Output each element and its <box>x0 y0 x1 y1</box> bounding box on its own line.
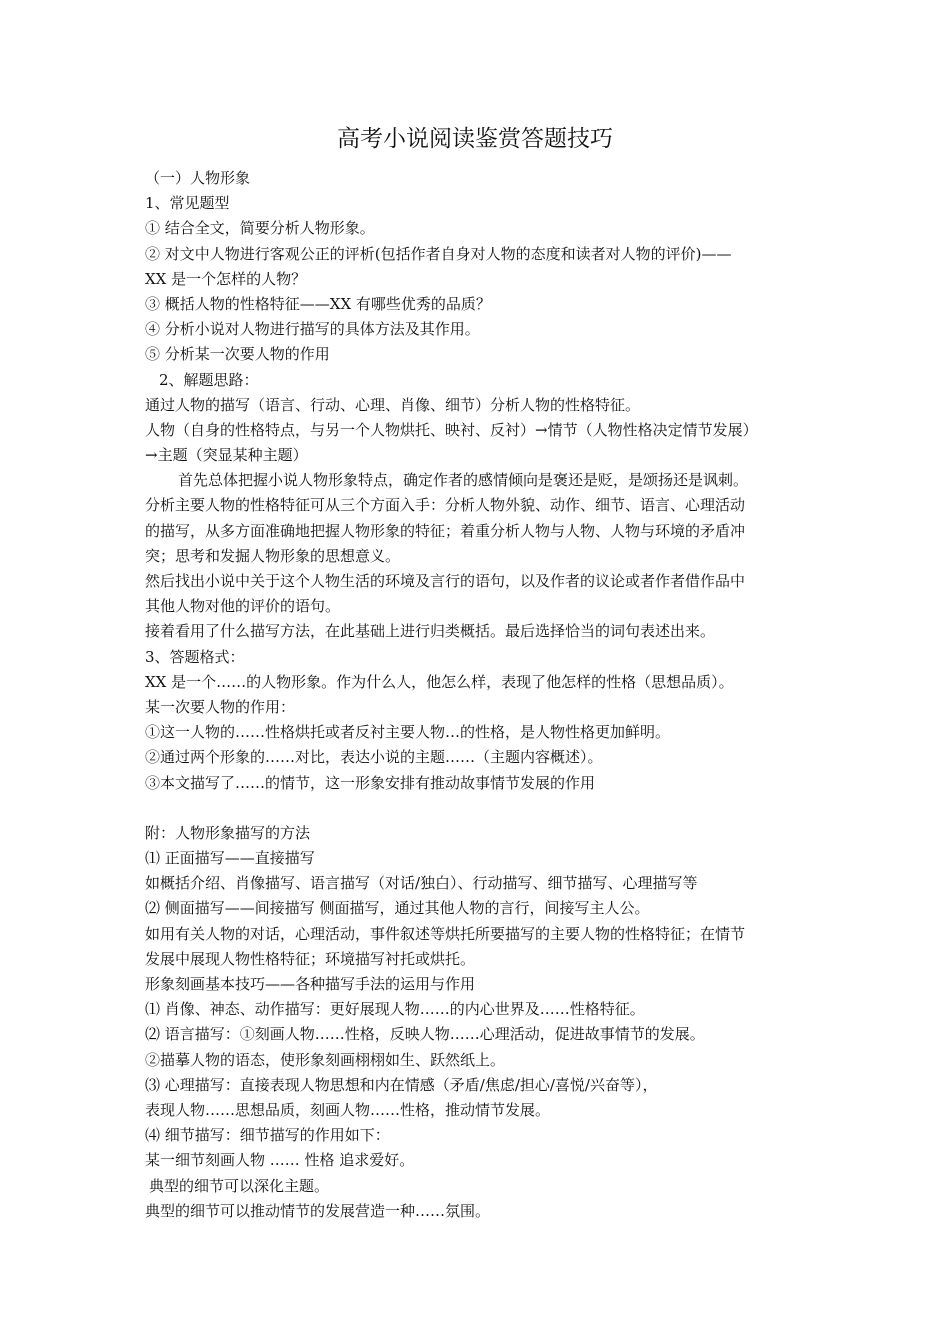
paragraph-line: 突；思考和发掘人物形象的思想意义。 <box>145 546 401 565</box>
list-item: ⑵ 语言描写：①刻画人物……性格，反映人物……心理活动，促进故事情节的发展。 <box>145 1025 705 1044</box>
list-item: ⑴ 肖像、神态、动作描写：更好展现人物……的内心世界及……性格特征。 <box>145 1000 645 1019</box>
list-item-continuation: XX 是一个怎样的人物？ <box>145 269 307 288</box>
list-item: ③本文描写了……的情节，这一形象安排有推动故事情节发展的作用 <box>145 773 596 792</box>
paragraph-line: 某一细节刻画人物 …… 性格 追求爱好。 <box>145 1151 415 1170</box>
paragraph-line: XX 是一个……的人物形象。作为什么人，他怎么样，表现了他怎样的性格（思想品质）。 <box>145 672 734 691</box>
paragraph-line: 分析主要人物的性格特征可从三个方面入手：分析人物外貌、动作、细节、语言、心理活动 <box>145 496 746 515</box>
list-item: ⑵ 侧面描写——间接描写 侧面描写，通过其他人物的言行，间接写主人公。 <box>145 899 650 918</box>
paragraph-line: 的描写，从多方面准确地把握人物形象的特征；着重分析人物与人物、人物与环境的矛盾冲 <box>145 521 746 540</box>
list-item: ⑶ 心理描写：直接表现人物思想和内在情感（矛盾/焦虑/担心/喜悦/兴奋等）， <box>145 1075 658 1094</box>
paragraph-line: 典型的细节可以推动情节的发展营造一种……氛围。 <box>145 1201 491 1220</box>
paragraph-line: 首先总体把握小说人物形象特点，确定作者的感情倾向是褒还是贬，是颂扬还是讽刺。 <box>178 471 749 490</box>
paragraph-line: 某一次要人物的作用： <box>145 697 296 716</box>
subsection-heading: 1、常见题型 <box>145 194 230 213</box>
section-heading: （一）人物形象 <box>145 169 251 187</box>
document-body <box>145 166 815 1224</box>
paragraph-line: 人物（自身的性格特点，与另一个人物烘托、映衬、反衬）→情节（人物性格决定情节发展） <box>145 420 758 439</box>
list-item: ④ 分析小说对人物进行描写的具体方法及其作用。 <box>145 320 480 339</box>
document-title: 高考小说阅读鉴赏答题技巧 <box>337 126 613 152</box>
paragraph-line: 表现人物……思想品质，刻画人物……性格，推动情节发展。 <box>145 1100 551 1119</box>
list-item: ① 结合全文，简要分析人物形象。 <box>145 219 375 238</box>
list-item: ② 对文中人物进行客观公正的评析(包括作者自身对人物的态度和读者对人物的评价)—— <box>145 244 732 263</box>
list-item: ①这一人物的……性格烘托或者反衬主要人物…的性格，是人物性格更加鲜明。 <box>145 723 671 742</box>
paragraph-line: 典型的细节可以深化主题。 <box>149 1176 330 1195</box>
section-heading: 附：人物形象描写的方法 <box>145 823 311 842</box>
paragraph-line: 发展中展现人物性格特征；环境描写衬托或烘托。 <box>145 949 476 968</box>
subsection-heading: 3、答题格式： <box>145 647 245 666</box>
list-item: ⑷ 细节描写：细节描写的作用如下： <box>145 1126 390 1145</box>
paragraph-line: 然后找出小说中关于这个人物生活的环境及言行的语句，以及作者的议论或者作者借作品中 <box>145 572 746 590</box>
paragraph-line: 接着看用了什么描写方法，在此基础上进行归类概括。最后选择恰当的词句表述出来。 <box>145 622 716 641</box>
blank-line <box>145 796 815 821</box>
list-item: ⑤ 分析某一次要人物的作用 <box>145 345 330 364</box>
paragraph-line: 如用有关人物的对话，心理活动，事件叙述等烘托所要描写的主要人物的性格特征；在情节 <box>145 924 746 943</box>
list-item: ②通过两个形象的……对比，表达小说的主题……（主题内容概述）。 <box>145 748 603 767</box>
paragraph-line: 其他人物对他的评价的语句。 <box>145 597 341 616</box>
list-item: ⑴ 正面描写——直接描写 <box>145 849 315 868</box>
paragraph-line: 形象刻画基本技巧——各种描写手法的运用与作用 <box>145 975 476 993</box>
paragraph-line: →主题（突显某种主题） <box>145 446 308 465</box>
list-item: ③ 概括人物的性格特征——XX 有哪些优秀的品质？ <box>145 294 491 313</box>
paragraph-line: ②描摹人物的语态，使形象刻画栩栩如生、跃然纸上。 <box>145 1050 506 1069</box>
paragraph-line: 如概括介绍、肖像描写、语言描写（对话/独白）、行动描写、细节描写、心理描写等 <box>145 874 698 893</box>
subsection-heading: 2、解题思路： <box>159 370 259 389</box>
paragraph-line: 通过人物的描写（语言、行动、心理、肖像、细节）分析人物的性格特征。 <box>145 395 641 414</box>
